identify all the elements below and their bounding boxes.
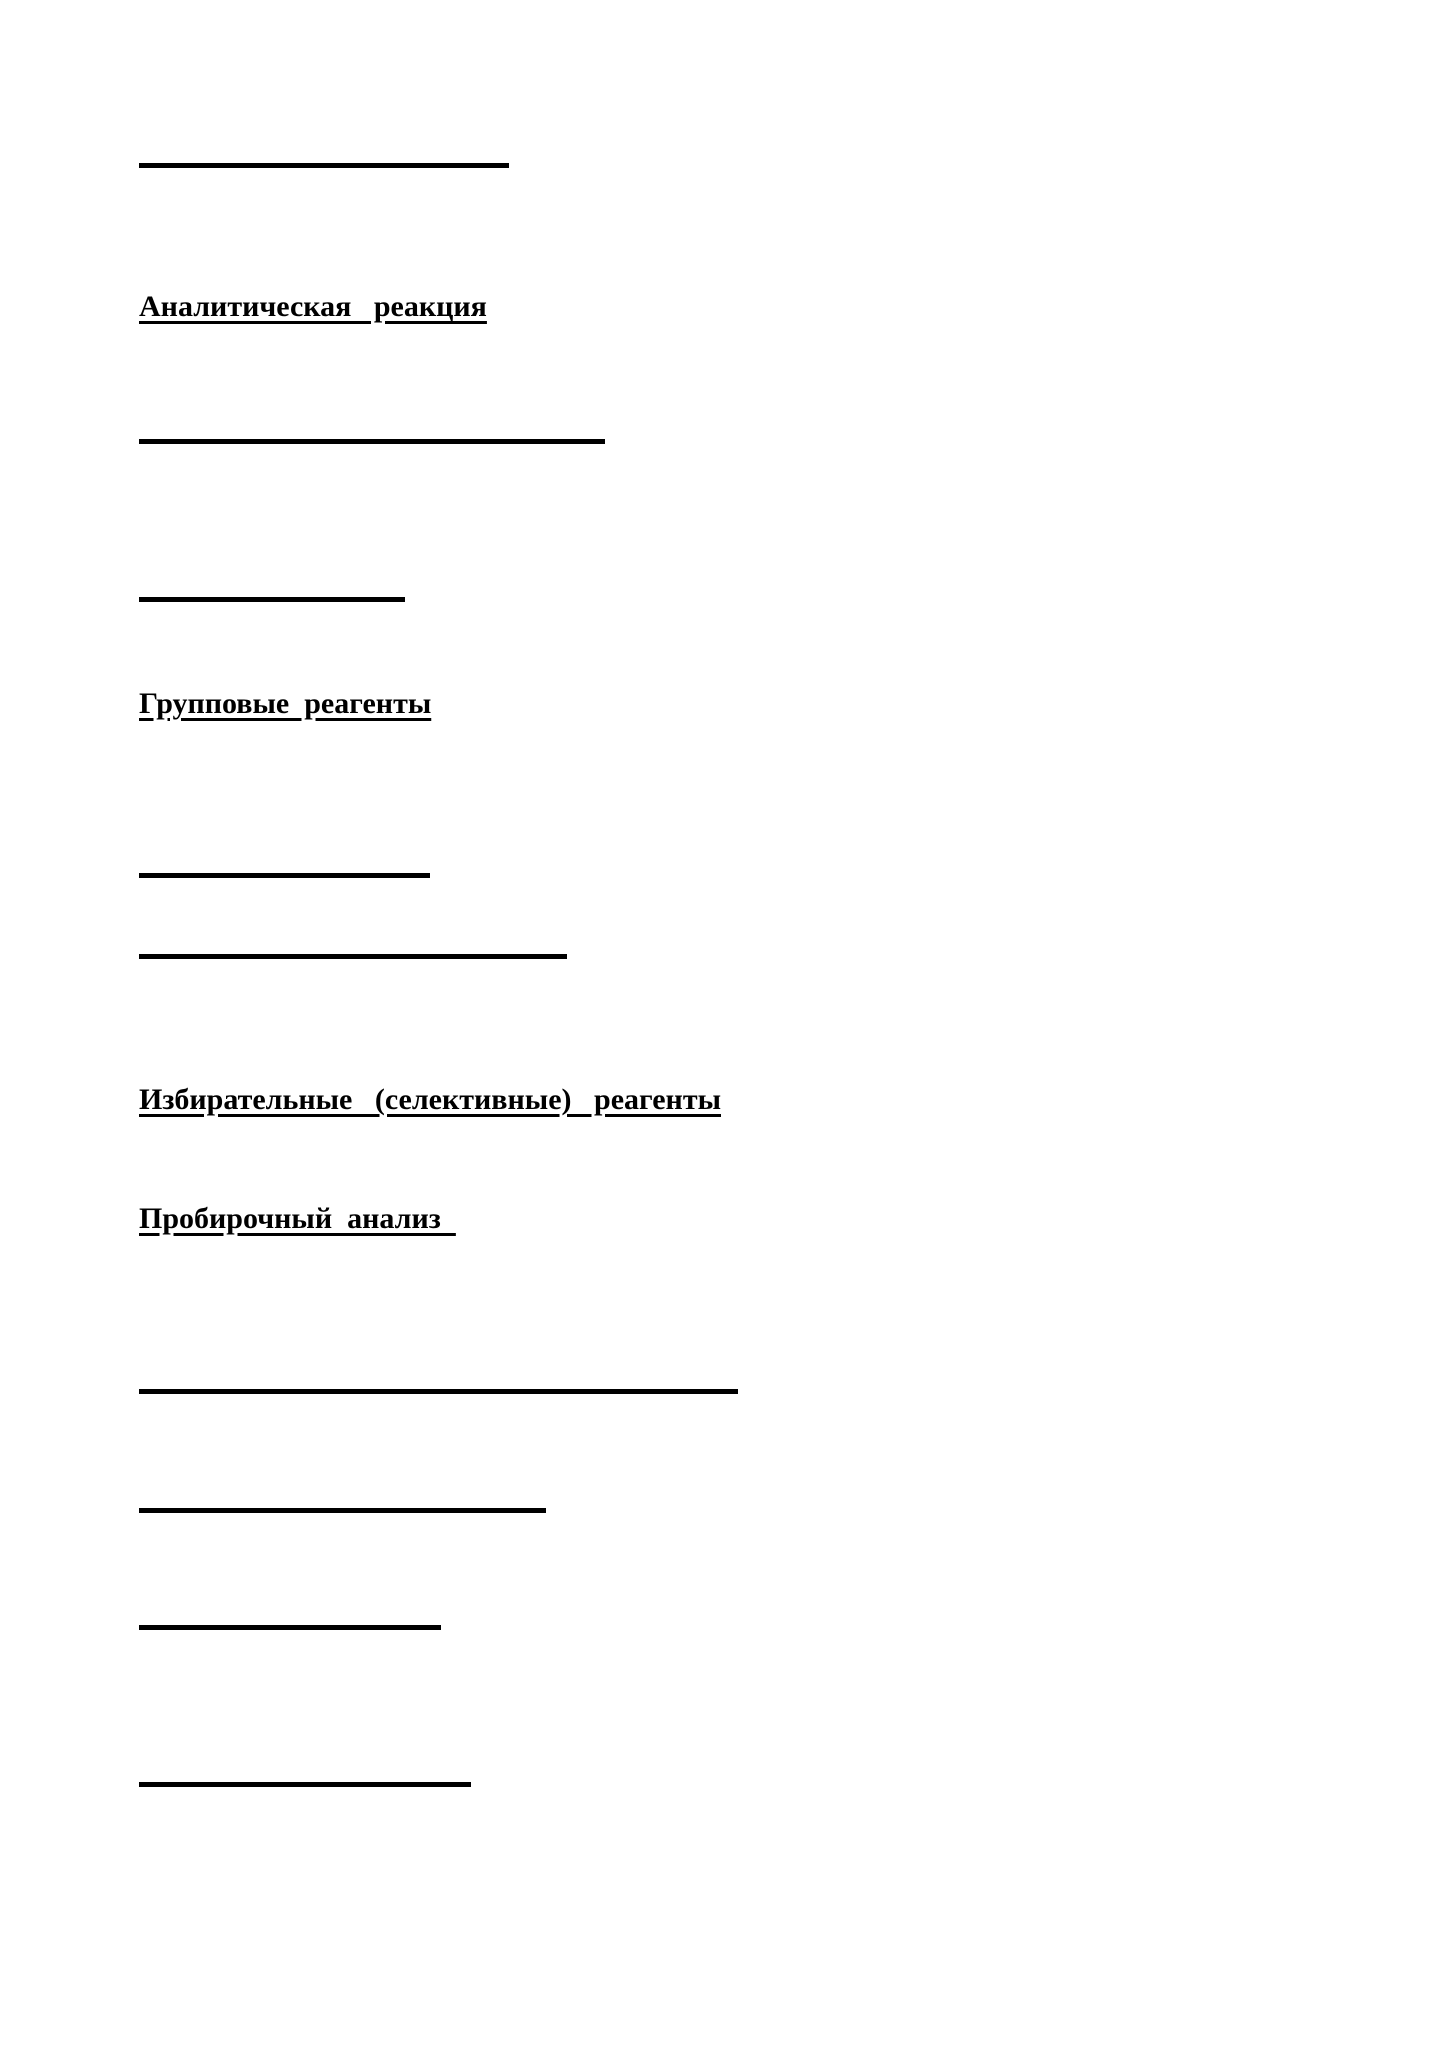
blank-line (139, 439, 605, 444)
blank-line (139, 873, 430, 878)
heading-group-reagents: Групповые реагенты (139, 687, 432, 720)
blank-line (139, 163, 509, 168)
heading-analytical-reaction: Аналитическая реакция (139, 290, 487, 323)
heading-test-tube-analysis: Пробирочный анализ (139, 1202, 456, 1235)
blank-line (139, 1508, 546, 1513)
heading-selective-reagents: Избирательные (селективные) реагенты (139, 1083, 721, 1116)
blank-line (139, 1625, 441, 1630)
blank-line (139, 1389, 738, 1394)
blank-line (139, 597, 405, 602)
blank-line (139, 1782, 471, 1787)
blank-line (139, 954, 567, 959)
